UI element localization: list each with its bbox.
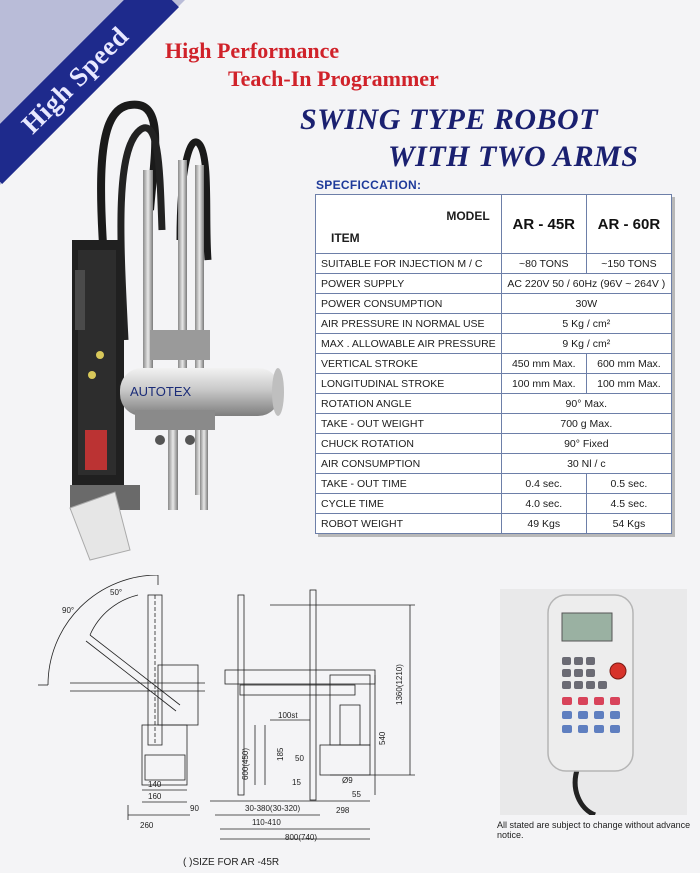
- angle-50: 50°: [110, 588, 123, 597]
- dim-160: 160: [148, 792, 162, 801]
- dim-50: 50: [295, 754, 304, 763]
- size-note: ( )SIZE FOR AR -45R: [183, 857, 280, 868]
- table-row: [316, 294, 672, 314]
- model-header: MODEL: [446, 209, 490, 223]
- dim-185: 185: [276, 747, 285, 761]
- row-label: AIR PRESSURE IN NORMAL USE: [316, 314, 502, 334]
- row-label: CYCLE TIME: [316, 494, 502, 514]
- table-row: [316, 474, 672, 494]
- title-line1: SWING TYPE ROBOT: [300, 103, 599, 136]
- row-value: 90° Max.: [501, 394, 671, 414]
- dim-55: 55: [352, 790, 361, 799]
- row-label: VERTICAL STROKE: [316, 354, 502, 374]
- row-label: POWER CONSUMPTION: [316, 294, 502, 314]
- table-row: [316, 434, 672, 454]
- dim-298: 298: [336, 806, 350, 815]
- row-value: 49 Kgs: [501, 514, 586, 534]
- row-value: 0.4 sec.: [501, 474, 586, 494]
- row-label: LONGITUDINAL STROKE: [316, 374, 502, 394]
- row-value: 90° Fixed: [501, 434, 671, 454]
- pendant-photo-frame: [500, 589, 687, 815]
- row-label: MAX . ALLOWABLE AIR PRESSURE: [316, 334, 502, 354]
- dim-800: 800(740): [285, 833, 318, 842]
- dim-110-410: 110-410: [252, 818, 281, 827]
- row-label: TAKE - OUT TIME: [316, 474, 502, 494]
- model-ar45r: AR - 45R: [501, 195, 586, 254]
- table-row: [316, 334, 672, 354]
- dimension-drawings: [30, 575, 460, 845]
- row-value: 100 mm Max.: [586, 374, 671, 394]
- row-value: 54 Kgs: [586, 514, 671, 534]
- row-value: ~80 TONS: [501, 254, 586, 274]
- row-value: 5 Kg / cm²: [501, 314, 671, 334]
- row-label: TAKE - OUT WEIGHT: [316, 414, 502, 434]
- dim-90: 90: [190, 804, 199, 813]
- dim-140: 140: [148, 780, 162, 789]
- row-label: AIR CONSUMPTION: [316, 454, 502, 474]
- table-row: [316, 314, 672, 334]
- dim-100st: 100st: [278, 711, 298, 720]
- dim-15: 15: [292, 778, 301, 787]
- table-row: [316, 374, 672, 394]
- model-item-header: [316, 195, 502, 254]
- model-ar60r: AR - 60R: [586, 195, 671, 254]
- row-value: 9 Kg / cm²: [501, 334, 671, 354]
- table-row: [316, 454, 672, 474]
- spec-header-row: [316, 195, 672, 254]
- autotex-brand: AUTOTEX: [130, 384, 192, 399]
- table-row: [316, 274, 672, 294]
- row-value: 30W: [501, 294, 671, 314]
- headline-line2: Teach-In Programmer: [228, 66, 439, 91]
- headline-line1: High Performance: [165, 38, 340, 63]
- row-value: 450 mm Max.: [501, 354, 586, 374]
- angle-90: 90°: [62, 606, 75, 615]
- high-speed-text: High Speed: [15, 20, 134, 139]
- row-label: POWER SUPPLY: [316, 274, 502, 294]
- row-label: SUITABLE FOR INJECTION M / C: [316, 254, 502, 274]
- row-value: 700 g Max.: [501, 414, 671, 434]
- change-notice: All stated are subject to change without advance notice.: [497, 820, 691, 840]
- item-header: ITEM: [331, 231, 360, 245]
- row-value: ~150 TONS: [586, 254, 671, 274]
- dim-540: 540: [378, 731, 387, 745]
- spec-label: SPECFICCATION:: [316, 178, 422, 192]
- row-label: ROBOT WEIGHT: [316, 514, 502, 534]
- row-value: 600 mm Max.: [586, 354, 671, 374]
- dim-30-380: 30-380(30-320): [245, 804, 301, 813]
- table-row: [316, 254, 672, 274]
- table-row: [316, 414, 672, 434]
- dim-phi9: Ø9: [342, 776, 353, 785]
- title-line2: WITH TWO ARMS: [388, 140, 639, 173]
- dim-600: 600(450): [241, 747, 250, 780]
- spec-table: [315, 194, 672, 534]
- table-row: [316, 394, 672, 414]
- table-row: [316, 494, 672, 514]
- table-row: [316, 354, 672, 374]
- robot-photo: [30, 90, 290, 570]
- dim-1360: 1360(1210): [395, 664, 404, 705]
- row-label: ROTATION ANGLE: [316, 394, 502, 414]
- row-value: 0.5 sec.: [586, 474, 671, 494]
- dim-260: 260: [140, 821, 154, 830]
- row-value: 30 Nl / c: [501, 454, 671, 474]
- teach-pendant-photo: [500, 589, 687, 815]
- row-value: AC 220V 50 / 60Hz (96V ~ 264V ): [501, 274, 671, 294]
- row-label: CHUCK ROTATION: [316, 434, 502, 454]
- row-value: 4.5 sec.: [586, 494, 671, 514]
- table-row: [316, 514, 672, 534]
- row-value: 100 mm Max.: [501, 374, 586, 394]
- row-value: 4.0 sec.: [501, 494, 586, 514]
